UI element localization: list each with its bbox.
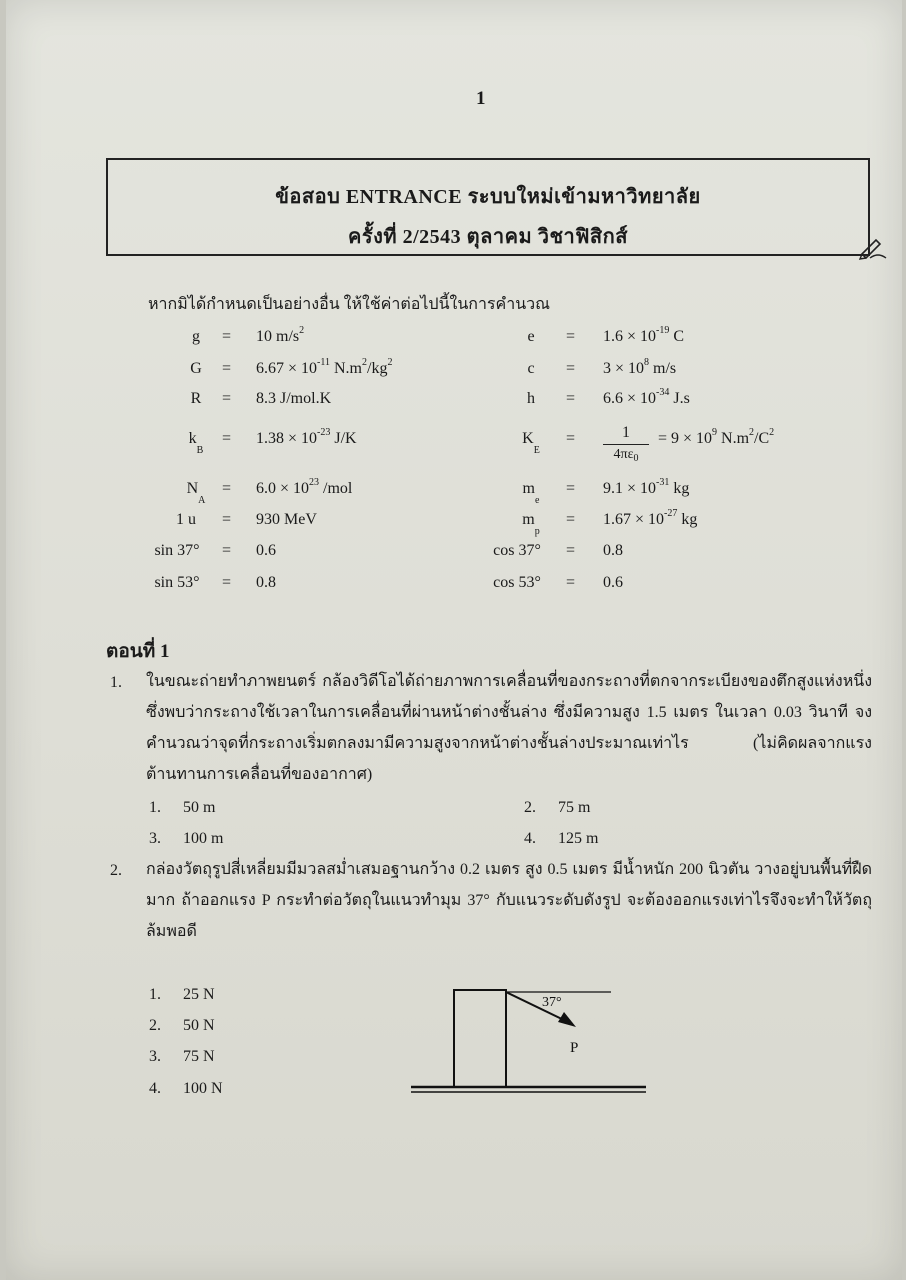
constant-equals: = [566,574,576,591]
answer-choice[interactable]: 4. 100 N [149,1080,223,1097]
coulomb-fraction: 1 $4\pi\varepsilon_0$ [603,424,649,463]
constant-value: $6.0 \times 10^{23}$ /mol [256,477,353,497]
constant-equals: = [222,542,232,559]
question-text: ในขณะถ่ายทำภาพยนตร์ กล้องวิดีโอได้ถ่ายภาพการเคลื่อนที่ของกระถางที่ตกจากระเบียงของตึกสูงแห่งหนึ่ง ซึ่งพบว่ากระถางใช้เวลาในการเคลื่อนที่ผ่านหน้าต่างชั้นล่าง ซึ่งมีความสูง 1.5 เมตร ในเวลา 0.03 วินาที จงคำนวณว่าจุดที่กระถางเริ่มตกลงมามีความสูงจากหน้าต่างชั้นล่างประมาณเท่าไร (ไม่คิดผลจากแรงต้านทานการเคลื่อนที่ของอากาศ) [146,673,872,783]
constants-intro: หากมิได้กำหนดเป็นอย่างอื่น ให้ใช้ค่าต่อไปนี้ในการคำนวณ [148,296,550,313]
exam-title-box [106,158,870,256]
constant-value: $1.6 \times 10^{-19}$ C [603,325,685,345]
constant-value: $6.6 \times 10^{-34}$ J.s [603,387,690,407]
constant-symbol: G [190,360,202,377]
angle-label: 37° [542,995,562,1010]
constant-equals: = [566,480,576,497]
constant-symbol: sin 37° [154,542,200,559]
constant-symbol: 1 u [176,511,196,528]
constant-value: $6.67 \times 10^{-11}$ $N.m^2/kg^2$ [256,357,393,377]
question-number: 1. [110,674,122,691]
constant-value: $1.38 \times 10^{-23}$ J/K [256,427,357,447]
force-label: P [570,1040,579,1056]
box [454,990,506,1087]
exam-title-line1: ข้อสอบ ENTRANCE ระบบใหม่เข้ามหาวิทยาลัย [275,186,701,208]
constant-equals: = [566,328,576,345]
box-force-diagram [406,980,651,1100]
constant-value: 930 MeV [256,511,317,528]
answer-choice[interactable]: 2. 75 m [524,799,591,816]
constant-symbol: $N_A$ [186,480,206,506]
constant-value: $1.67 \times 10^{-27}$ kg [603,508,698,528]
section-heading: ตอนที่ 1 [106,641,170,662]
constant-equals: = [222,360,232,377]
constant-equals: = [566,360,576,377]
constant-value: 0.8 [256,574,276,591]
answer-choice[interactable]: 4. 125 m [524,830,599,847]
constant-value: $3 \times 10^8$ m/s [603,357,677,377]
question-number: 2. [110,862,122,879]
constant-symbol: $k_B$ [188,430,204,456]
constant-value: $9.1 \times 10^{-31}$ kg [603,477,690,497]
constant-symbol: c [527,360,535,377]
constant-symbol: sin 53° [154,574,200,591]
constant-symbol: $m_e$ [522,480,540,506]
constant-symbol: $m_p$ [522,511,540,537]
constant-equals: = [566,511,576,528]
constant-value: 0.6 [603,574,623,591]
constant-equals: = [222,430,232,447]
constant-value: 0.6 [256,542,276,559]
constant-equals: = [222,390,232,407]
pen-writing-icon [858,234,888,260]
constant-symbol: e [527,328,535,345]
exam-title-line2: ครั้งที่ 2/2543 ตุลาคม วิชาฟิสิกส์ [348,226,628,248]
constant-value: 10 $m/s^2$ [256,325,305,345]
constant-equals: = [222,511,232,528]
constant-equals: = [566,390,576,407]
constant-symbol: g [192,328,200,345]
answer-choice[interactable]: 1. 25 N [149,986,215,1003]
answer-choice[interactable]: 3. 100 m [149,830,224,847]
exam-page [6,0,902,1280]
constant-symbol: cos 53° [493,574,541,591]
question-text: กล่องวัตถุรูปสี่เหลี่ยมมีมวลสม่ำเสมอฐานกว้าง 0.2 เมตร สูง 0.5 เมตร มีน้ำหนัก 200 นิวตัน วางอยู่บนพื้นที่ฝืดมาก ถ้าออกแรง P กระทำต่อวัตถุในแนวทำมุม 37° กับแนวระดับดังรูป จะต้องออกแรงเท่าไรจึงจะทำให้วัตถุล้มพอดี [146,861,872,940]
constant-equals: = [566,542,576,559]
constant-equals: = [566,430,576,447]
constant-equals: = [222,480,232,497]
constant-value: = $9 \times 10^9$ $N.m^2/C^2$ [658,427,775,447]
answer-choice[interactable]: 3. 75 N [149,1048,215,1065]
constant-equals: = [222,574,232,591]
constant-symbol: R [190,390,202,407]
arrowhead-icon [558,1012,576,1027]
constant-symbol: $K_E$ [522,430,540,456]
answer-choice[interactable]: 2. 50 N [149,1017,215,1034]
answer-choice[interactable]: 1. 50 m [149,799,216,816]
constant-value: 0.8 [603,542,623,559]
constant-symbol: h [527,390,535,407]
page-number: 1 [476,88,486,109]
constant-symbol: cos 37° [493,542,541,559]
constant-value: 8.3 J/mol.K [256,390,332,407]
constant-equals: = [222,328,232,345]
